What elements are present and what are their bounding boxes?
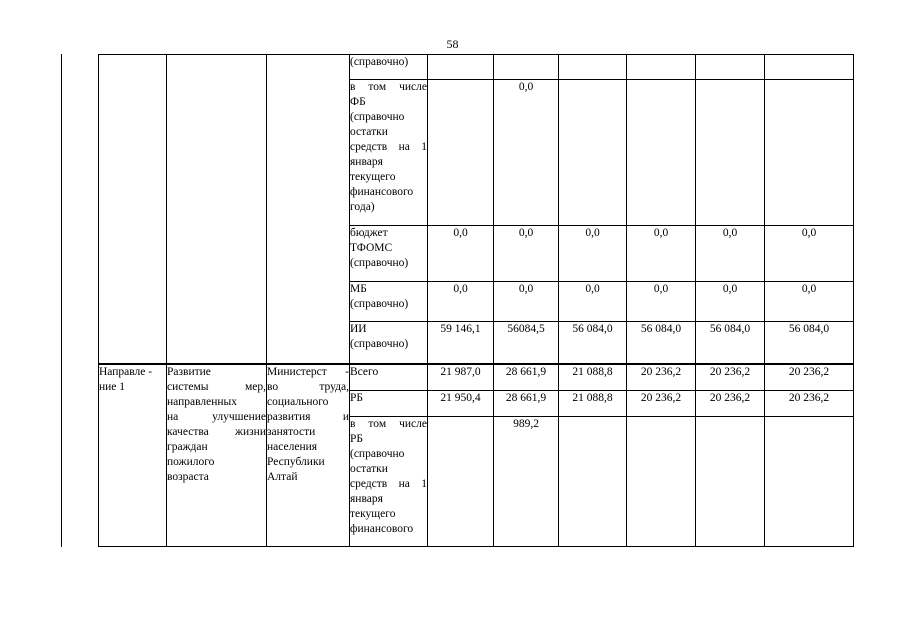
direction-cell-empty xyxy=(99,55,167,364)
value-cell: 20 236,2 xyxy=(696,365,765,391)
budget-table-direction-1 xyxy=(98,364,854,547)
value-cell xyxy=(696,80,765,226)
value-cell: 21 088,8 xyxy=(559,391,627,417)
value-cell xyxy=(428,417,494,547)
value-cell: 0,0 xyxy=(627,282,696,322)
value-cell: 0,0 xyxy=(696,226,765,282)
left-margin-line xyxy=(61,54,62,547)
value-cell: 56 084,0 xyxy=(696,322,765,364)
source-label: Всего xyxy=(350,365,428,391)
value-cell xyxy=(559,80,627,226)
value-cell xyxy=(428,80,494,226)
source-label: в том числе РБ (справочно остатки средств на 1 января текущего финансового xyxy=(350,417,428,547)
value-cell: 0,0 xyxy=(428,226,494,282)
value-cell xyxy=(765,80,854,226)
value-cell: 28 661,9 xyxy=(494,391,559,417)
value-cell: 21 950,4 xyxy=(428,391,494,417)
executor-cell: Министерст - во труда, социального развития и занятости населения Республики Алтай xyxy=(267,365,350,547)
source-label: в том числе ФБ (справочно остатки средств на 1 января текущего финансового года) xyxy=(350,80,428,226)
value-cell: 0,0 xyxy=(765,226,854,282)
value-cell: 20 236,2 xyxy=(765,391,854,417)
value-cell: 0,0 xyxy=(765,282,854,322)
value-cell xyxy=(559,55,627,80)
value-cell xyxy=(559,417,627,547)
value-cell xyxy=(627,417,696,547)
value-cell xyxy=(494,55,559,80)
budget-table-continuation xyxy=(98,54,854,364)
executor-cell-empty xyxy=(267,55,350,364)
description-cell-empty xyxy=(167,55,267,364)
source-label: МБ (справочно) xyxy=(350,282,428,322)
value-cell: 59 146,1 xyxy=(428,322,494,364)
direction-cell: Направле - ние 1 xyxy=(99,365,167,547)
value-cell: 21 987,0 xyxy=(428,365,494,391)
value-cell xyxy=(627,80,696,226)
value-cell: 56 084,0 xyxy=(627,322,696,364)
page-number: 58 xyxy=(446,37,459,51)
value-cell: 989,2 xyxy=(494,417,559,547)
value-cell xyxy=(627,55,696,80)
value-cell: 0,0 xyxy=(627,226,696,282)
value-cell: 0,0 xyxy=(559,282,627,322)
value-cell xyxy=(428,55,494,80)
source-label: ИИ (справочно) xyxy=(350,322,428,364)
value-cell: 20 236,2 xyxy=(696,391,765,417)
source-label: (справочно) xyxy=(350,55,428,80)
value-cell: 0,0 xyxy=(559,226,627,282)
value-cell: 20 236,2 xyxy=(627,365,696,391)
value-cell: 0,0 xyxy=(696,282,765,322)
table-row xyxy=(99,365,854,391)
source-label: РБ xyxy=(350,391,428,417)
value-cell xyxy=(696,417,765,547)
value-cell: 56 084,0 xyxy=(559,322,627,364)
value-cell: 0,0 xyxy=(428,282,494,322)
value-cell: 20 236,2 xyxy=(765,365,854,391)
table-row xyxy=(99,55,854,80)
value-cell xyxy=(696,55,765,80)
value-cell: 56084,5 xyxy=(494,322,559,364)
value-cell: 0,0 xyxy=(494,226,559,282)
value-cell: 20 236,2 xyxy=(627,391,696,417)
value-cell xyxy=(765,55,854,80)
source-label: бюджет ТФОМС (справочно) xyxy=(350,226,428,282)
value-cell: 0,0 xyxy=(494,282,559,322)
value-cell: 56 084,0 xyxy=(765,322,854,364)
value-cell xyxy=(765,417,854,547)
value-cell: 28 661,9 xyxy=(494,365,559,391)
description-cell: Развитие системы мер, направленных на улучшение качества жизни граждан пожилого возраста xyxy=(167,365,267,547)
value-cell: 21 088,8 xyxy=(559,365,627,391)
value-cell: 0,0 xyxy=(494,80,559,226)
